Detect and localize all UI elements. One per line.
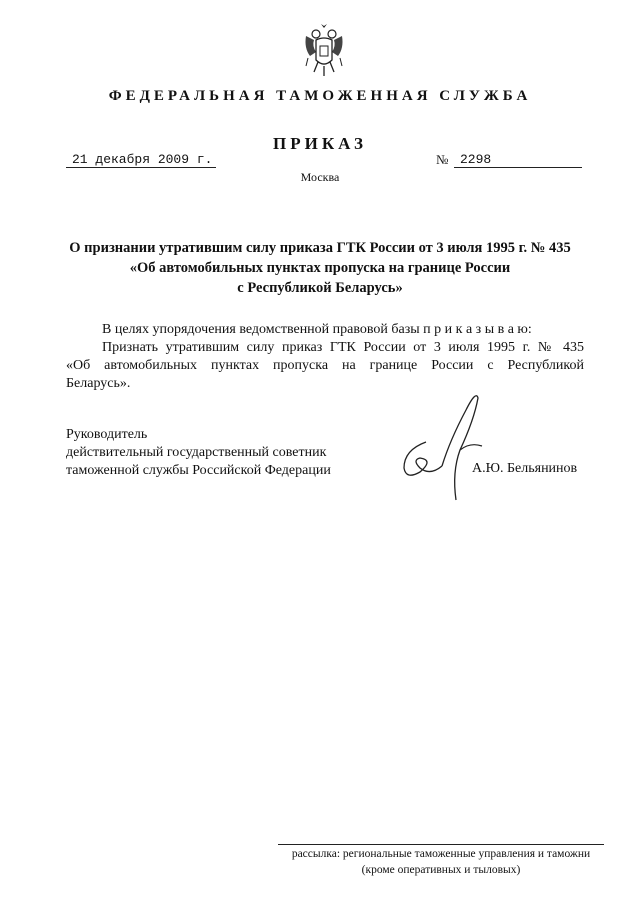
position-line: таможенной службы Российской Федерации xyxy=(66,463,331,478)
title-line: О признании утратившим силу приказа ГТК России от 3 июля 1995 г. № 435 xyxy=(69,240,571,256)
handwritten-signature xyxy=(390,380,510,510)
document-type: ПРИКАЗ xyxy=(273,134,367,153)
document-number: 2298 xyxy=(460,152,492,167)
order-line: «Об автомобильных пунктах пропуска на границе России с Республикой xyxy=(66,358,584,373)
signatory-position xyxy=(66,426,331,480)
title-line: с Республикой Беларусь» xyxy=(237,280,403,296)
distribution-note: (кроме оперативных и тыловых) xyxy=(361,864,521,876)
order-line: Признать утратившим силу приказ ГТК России от 3 июля 1995 г. № 435 xyxy=(102,340,584,355)
signatory-name: А.Ю. Бельянинов xyxy=(472,461,578,476)
document-city: Москва xyxy=(300,170,340,184)
document-date: 21 декабря 2009 г. xyxy=(72,152,213,167)
position-line: Руководитель xyxy=(66,427,148,442)
distribution-list: рассылка: региональные таможенные управления и таможни xyxy=(291,848,591,860)
distribution-divider xyxy=(278,844,604,845)
agency-name: ФЕДЕРАЛЬНАЯ ТАМОЖЕННАЯ СЛУЖБА xyxy=(108,88,532,104)
order-line: Беларусь». xyxy=(66,376,131,391)
date-underline xyxy=(66,167,216,168)
document-title xyxy=(40,238,600,298)
position-line: действительный государственный советник xyxy=(66,445,327,460)
number-underline xyxy=(454,167,582,168)
title-line: «Об автомобильных пунктах пропуска на границе России xyxy=(129,260,511,276)
number-label: № xyxy=(436,152,449,167)
double-headed-eagle-icon xyxy=(302,22,346,78)
intro-paragraph: В целях упорядочения ведомственной правовой базы п р и к а з ы в а ю: xyxy=(102,322,532,337)
